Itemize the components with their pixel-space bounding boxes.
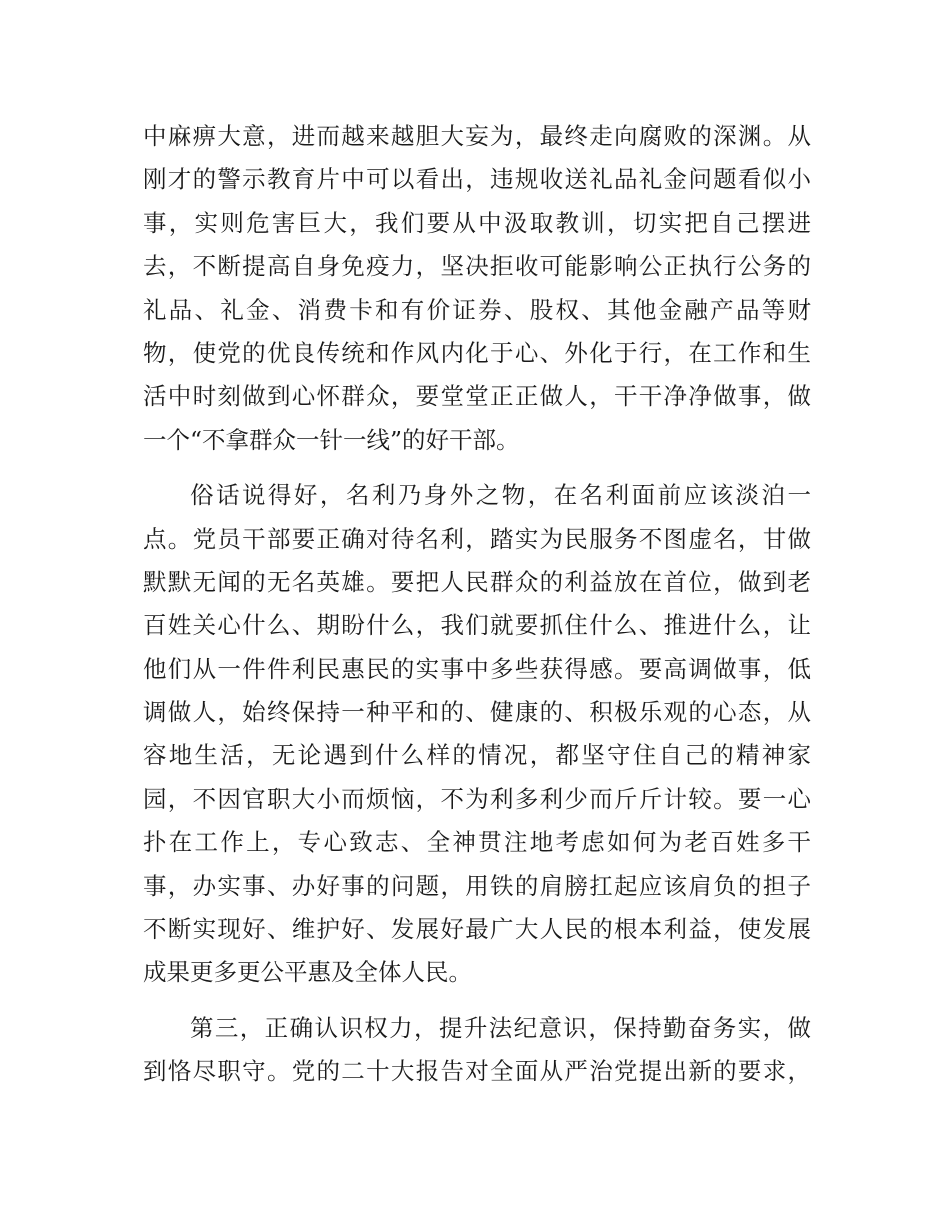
paragraph-line: 刚才的警示教育片中可以看出，违规收送礼品礼金问题看似小 [143,165,811,194]
document-body [143,115,811,1094]
paragraph-line: 调做人，始终保持一种平和的、健康的、积极乐观的心态，从 [143,698,811,727]
paragraph-line: 活中时刻做到心怀群众，要堂堂正正做人，干干净净做事，做 [143,382,811,411]
paragraph-2 [143,474,811,995]
paragraph-3 [143,1007,811,1094]
paragraph-line: 园，不因官职大小而烦恼，不为利多利少而斤斤计较。要一心 [143,784,811,813]
paragraph-line: 不断实现好、维护好、发展好最广大人民的根本利益，使发展 [143,915,811,944]
paragraph-line: 容地生活，无论遇到什么样的情况，都坚守住自己的精神家 [143,741,811,770]
paragraph-line: 一个“不拿群众一针一线”的好干部。 [143,425,520,454]
paragraph-line: 事，实则危害巨大，我们要从中汲取教训，切实把自己摆进 [143,208,811,237]
paragraph-line: 俗话说得好，名利乃身外之物，在名利面前应该淡泊一 [190,481,811,510]
paragraph-line: 点。党员干部要正确对待名利，踏实为民服务不图虚名，甘做 [143,524,811,553]
paragraph-1 [143,115,811,462]
paragraph-line: 礼品、礼金、消费卡和有价证券、股权、其他金融产品等财 [143,295,811,324]
paragraph-line: 中麻痹大意，进而越来越胆大妄为，最终走向腐败的深渊。从 [143,122,811,150]
paragraph-line: 他们从一件件利民惠民的实事中多些获得感。要高调做事，低 [143,654,811,683]
paragraph-spacer [143,995,811,1007]
paragraph-line: 到恪尽职守。党的二十大报告对全面从严治党提出新的要求， [143,1057,811,1086]
paragraph-line: 第三，正确认识权力，提升法纪意识，保持勤奋务实，做 [190,1013,811,1042]
paragraph-line: 百姓关心什么、期盼什么，我们就要抓住什么、推进什么，让 [143,611,811,640]
paragraph-line: 物，使党的优良传统和作风内化于心、外化于行，在工作和生 [143,338,811,367]
paragraph-line: 成果更多更公平惠及全体人民。 [143,958,472,987]
paragraph-line: 扑在工作上，专心致志、全神贯注地考虑如何为老百姓多干 [143,828,811,857]
paragraph-line: 事，办实事、办好事的问题，用铁的肩膀扛起应该肩负的担子 [143,871,811,900]
paragraph-line: 去，不断提高自身免疫力，坚决拒收可能影响公正执行公务的 [143,252,811,281]
paragraph-spacer [143,462,811,474]
paragraph-line: 默默无闻的无名英雄。要把人民群众的利益放在首位，做到老 [143,567,811,596]
